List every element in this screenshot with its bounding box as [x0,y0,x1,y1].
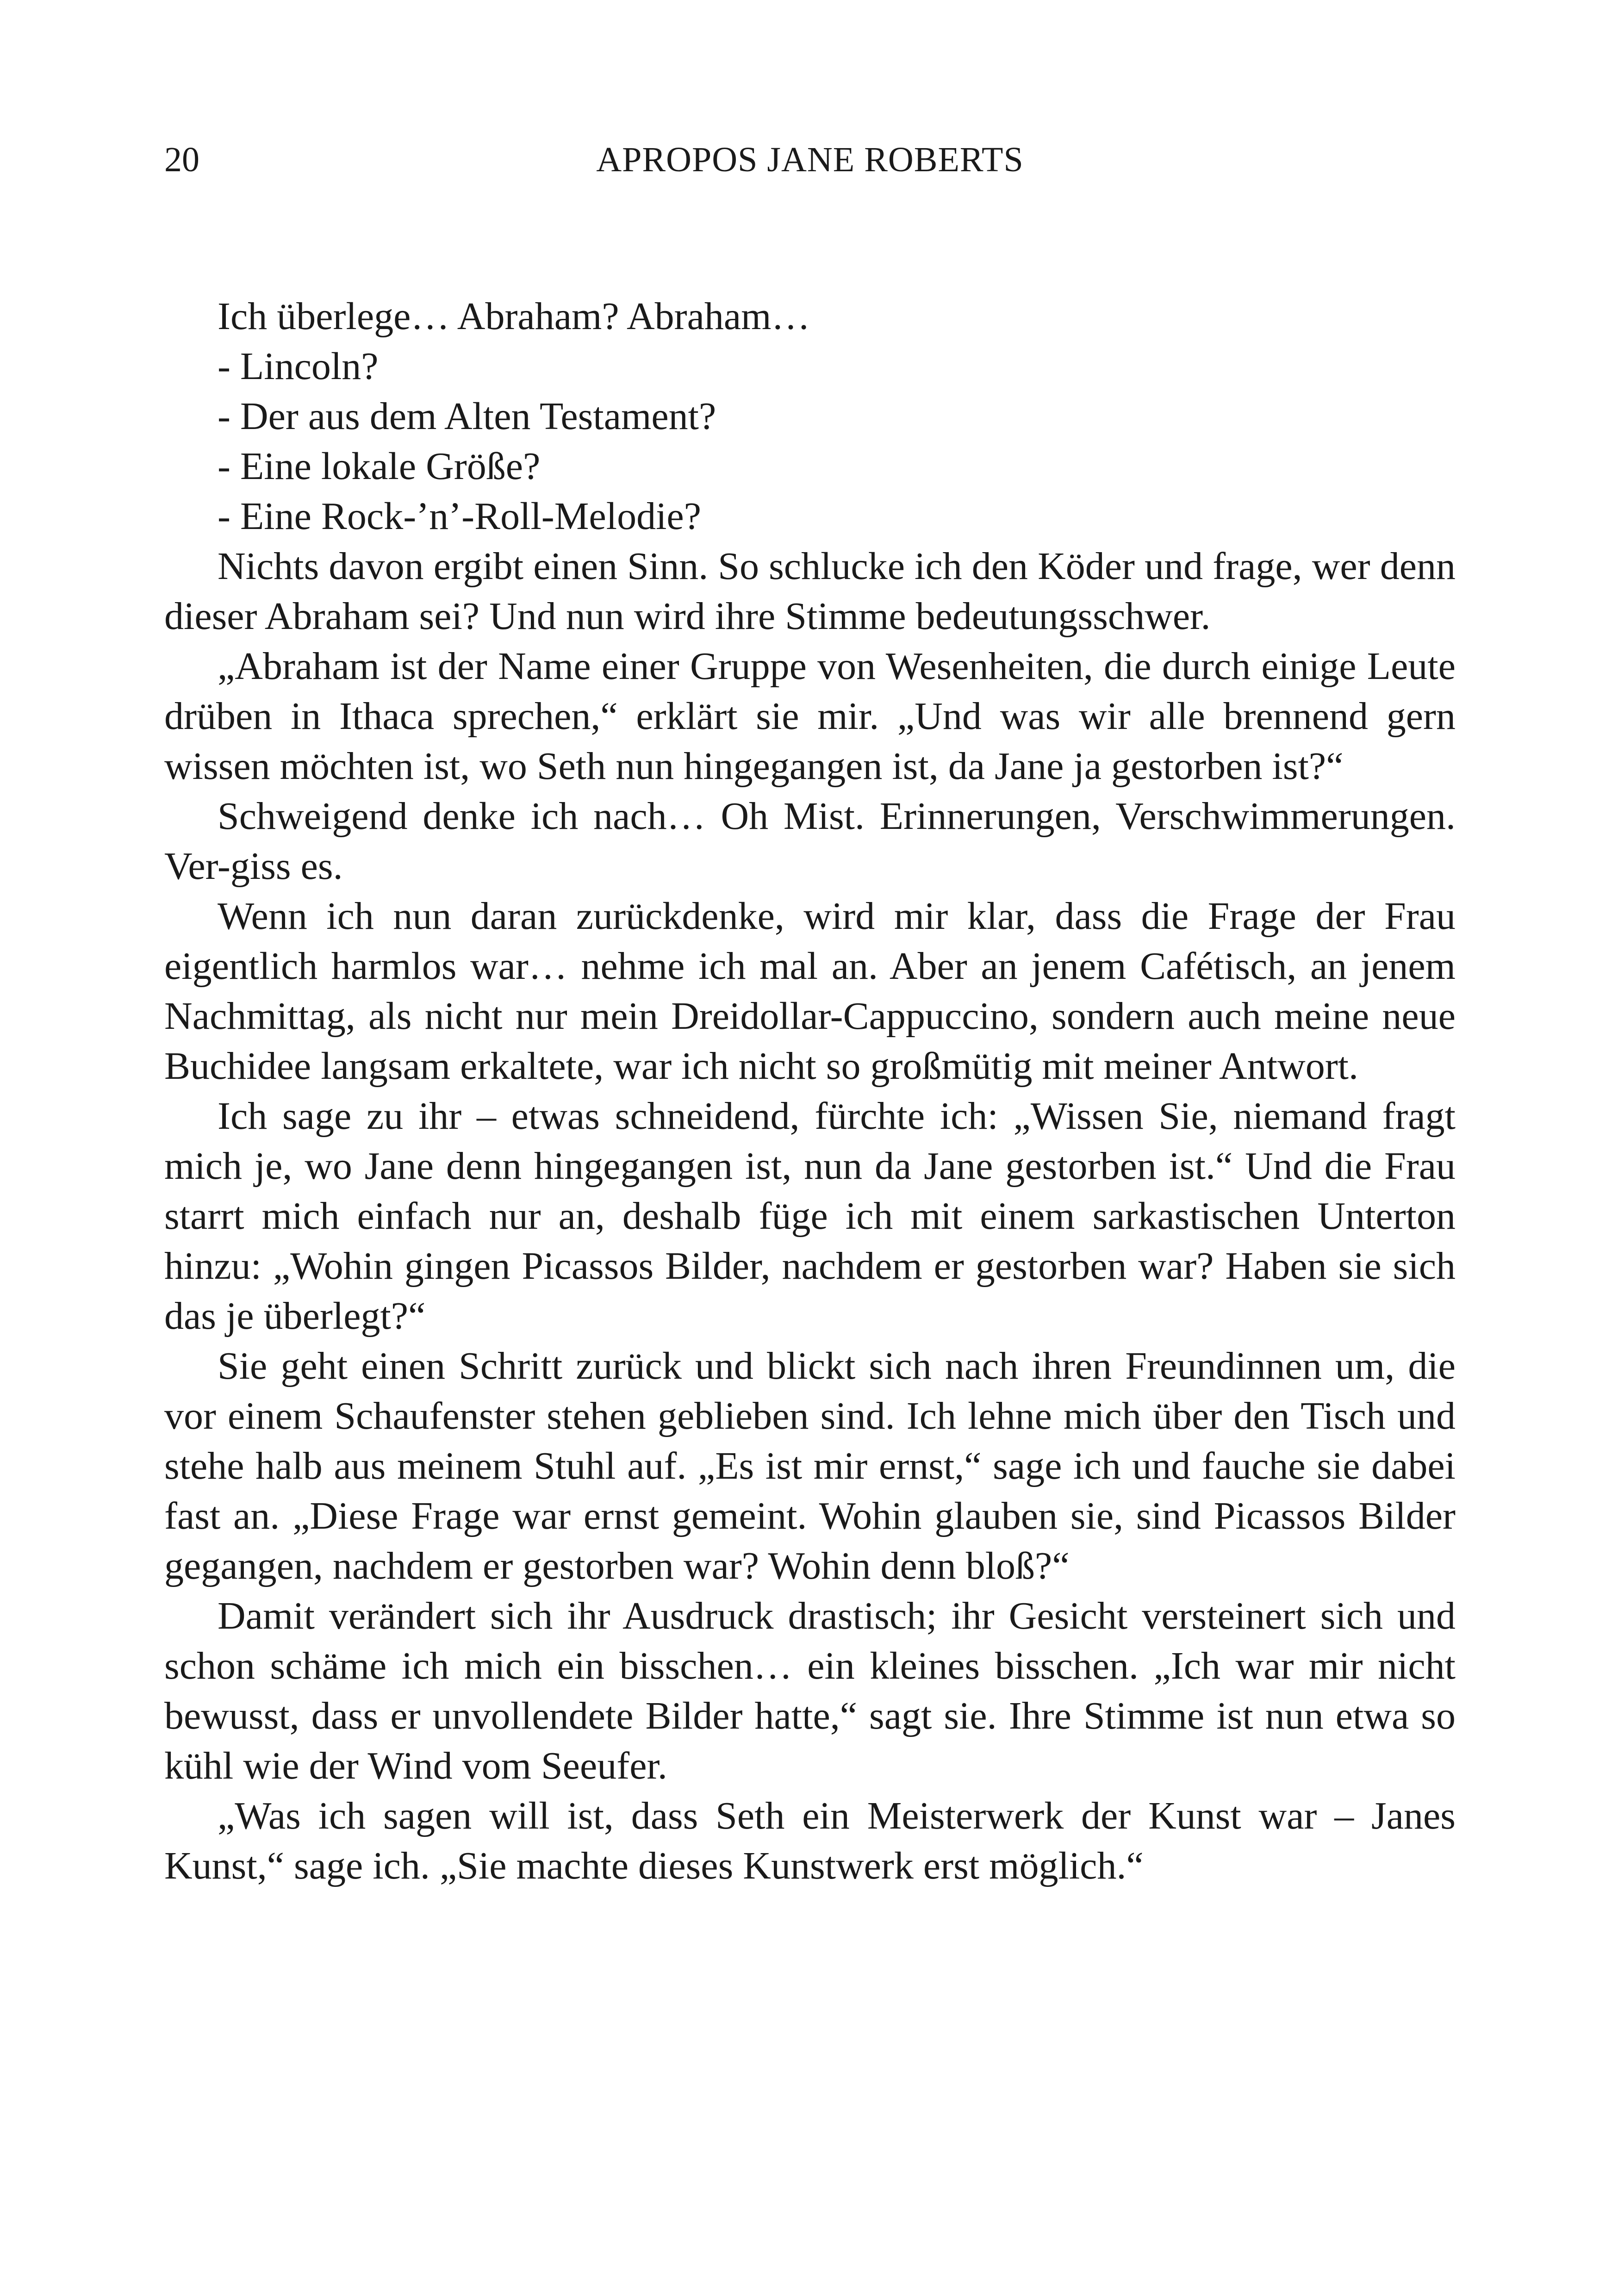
list-item: - Eine lokale Größe? [218,445,541,488]
paragraph: „Abraham ist der Name einer Gruppe von Wesenheiten, die durch einige Leute drüben in Ithaca sprechen,“ erklärt sie mir. „Und was wir alle brennend gern wissen möchten ist, wo Seth nun hingegangen ist, da Jane ja gestorben ist?“ [164,645,1456,788]
list-item: - Lincoln? [218,345,379,388]
body-text [164,292,1456,1891]
paragraph: Nichts davon ergibt einen Sinn. So schlucke ich den Köder und frage, wer denn dieser Abraham sei? Und nun wird ihre Stimme bedeutungsschwer. [164,545,1456,638]
paragraph: Ich überlege… Abraham? Abraham… [218,295,810,338]
paragraph: Damit verändert sich ihr Ausdruck drastisch; ihr Gesicht versteinert sich und schon schäme ich mich ein bisschen… ein kleines bisschen. „Ich war mir nicht bewusst, dass er unvollendete Bilder hatte,“ sagt sie. Ihre Stimme ist nun etwa so kühl wie der Wind vom Seeufer. [164,1594,1456,1787]
list-item: - Der aus dem Alten Testament? [218,395,716,438]
page-header [164,134,1456,185]
paragraph: Schweigend denke ich nach… Oh Mist. Erinnerungen, Verschwimmerungen. Ver-giss es. [164,795,1456,888]
paragraph: Ich sage zu ihr – etwas schneidend, fürchte ich: „Wissen Sie, niemand fragt mich je, wo Jane denn hingegangen ist, nun da Jane gestorben ist.“ Und die Frau starrt mich einfach nur an, deshalb füge ich mit einem sarkastischen Unterton hinzu: „Wohin gingen Picassos Bilder, nachdem er gestorben war? Haben sie sich das je überlegt?“ [164,1095,1456,1338]
page-number: 20 [164,140,199,179]
running-title: APROPOS JANE ROBERTS [596,140,1024,179]
paragraph: „Was ich sagen will ist, dass Seth ein Meisterwerk der Kunst war – Janes Kunst,“ sage ich. „Sie machte dieses Kunstwerk erst möglich.“ [164,1794,1456,1887]
paragraph: Sie geht einen Schritt zurück und blickt sich nach ihren Freundinnen um, die vor einem Schaufenster stehen geblieben sind. Ich lehne mich über den Tisch und stehe halb aus meinem Stuhl auf. „Es ist mir ernst,“ sage ich und fauche sie dabei fast an. „Diese Frage war ernst gemeint. Wohin glauben sie, sind Picassos Bilder gegangen, nachdem er gestorben war? Wohin denn bloß?“ [164,1344,1456,1587]
paragraph: Wenn ich nun daran zurückdenke, wird mir klar, dass die Frage der Frau eigentlich harmlos war… nehme ich mal an. Aber an jenem Cafétisch, an jenem Nachmittag, als nicht nur mein Dreidollar-Cappuccino, sondern auch meine neue Buchidee langsam erkaltete, war ich nicht so großmütig mit meiner Antwort. [164,895,1456,1088]
list-item: - Eine Rock-’n’-Roll-Melodie? [218,495,701,538]
